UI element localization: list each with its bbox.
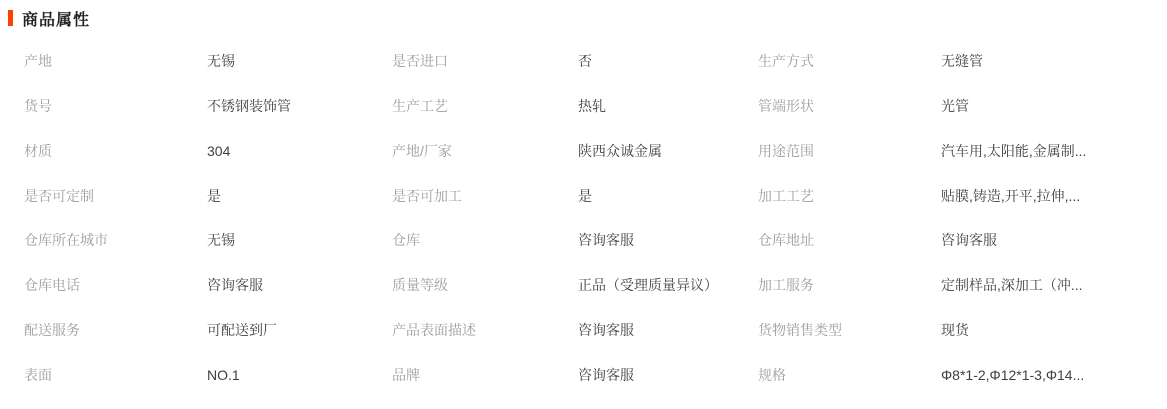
title-accent-bar [8, 10, 13, 26]
attribute-label: 是否可定制 [24, 187, 94, 204]
attribute-label: 产地 [24, 53, 52, 70]
attribute-label: 质量等级 [392, 277, 448, 294]
attribute-value: 现货 [941, 321, 969, 338]
attributes-table [0, 39, 1167, 397]
attribute-value: 可配送到厂 [207, 321, 277, 338]
attribute-value: 咨询客服 [578, 321, 634, 338]
attribute-label: 用途范围 [758, 142, 814, 159]
attribute-value: 正品（受理质量异议） [578, 277, 718, 294]
attribute-label: 生产工艺 [392, 98, 448, 115]
attribute-label: 货号 [24, 98, 52, 115]
attribute-label: 仓库 [392, 232, 420, 249]
attribute-label: 产品表面描述 [392, 321, 476, 338]
attribute-label: 货物销售类型 [758, 321, 842, 338]
attribute-value: Φ8*1-2,Φ12*1-3,Φ14... [941, 366, 1085, 383]
attribute-label: 规格 [758, 366, 786, 383]
attribute-value: 热轧 [578, 98, 606, 115]
attribute-label: 生产方式 [758, 53, 814, 70]
attribute-label: 加工工艺 [758, 187, 814, 204]
attribute-value: NO.1 [207, 366, 240, 383]
attribute-value: 无缝管 [941, 53, 983, 70]
section-title: 商品属性 [22, 11, 91, 29]
attribute-value: 不锈钢装饰管 [207, 98, 291, 115]
attribute-value: 咨询客服 [578, 366, 634, 383]
attribute-value: 贴膜,铸造,开平,拉伸,... [941, 187, 1081, 204]
attribute-value: 是 [207, 187, 221, 204]
attribute-value: 是 [578, 187, 592, 204]
attribute-label: 是否进口 [392, 53, 448, 70]
attribute-label: 配送服务 [24, 321, 80, 338]
attribute-label: 加工服务 [758, 277, 814, 294]
attribute-value: 光管 [941, 98, 969, 115]
attribute-label: 产地/厂家 [392, 142, 452, 159]
attribute-value: 定制样品,深加工（冲... [941, 277, 1083, 294]
attribute-label: 材质 [24, 142, 52, 159]
attribute-label: 仓库电话 [24, 277, 80, 294]
attribute-label: 品牌 [392, 366, 420, 383]
attribute-value: 咨询客服 [207, 277, 263, 294]
attribute-value: 汽车用,太阳能,金属制... [941, 142, 1087, 159]
attribute-value: 咨询客服 [578, 232, 634, 249]
attribute-label: 管端形状 [758, 98, 814, 115]
attribute-value: 304 [207, 142, 231, 159]
section-header [0, 7, 1167, 29]
attribute-value: 无锡 [207, 53, 235, 70]
attribute-label: 表面 [24, 366, 52, 383]
attribute-label: 仓库所在城市 [24, 232, 108, 249]
attribute-label: 仓库地址 [758, 232, 814, 249]
attribute-value: 陕西众诚金属 [578, 142, 662, 159]
attribute-label: 是否可加工 [392, 187, 462, 204]
attribute-value: 咨询客服 [941, 232, 997, 249]
attribute-value: 无锡 [207, 232, 235, 249]
attribute-value: 否 [578, 53, 592, 70]
